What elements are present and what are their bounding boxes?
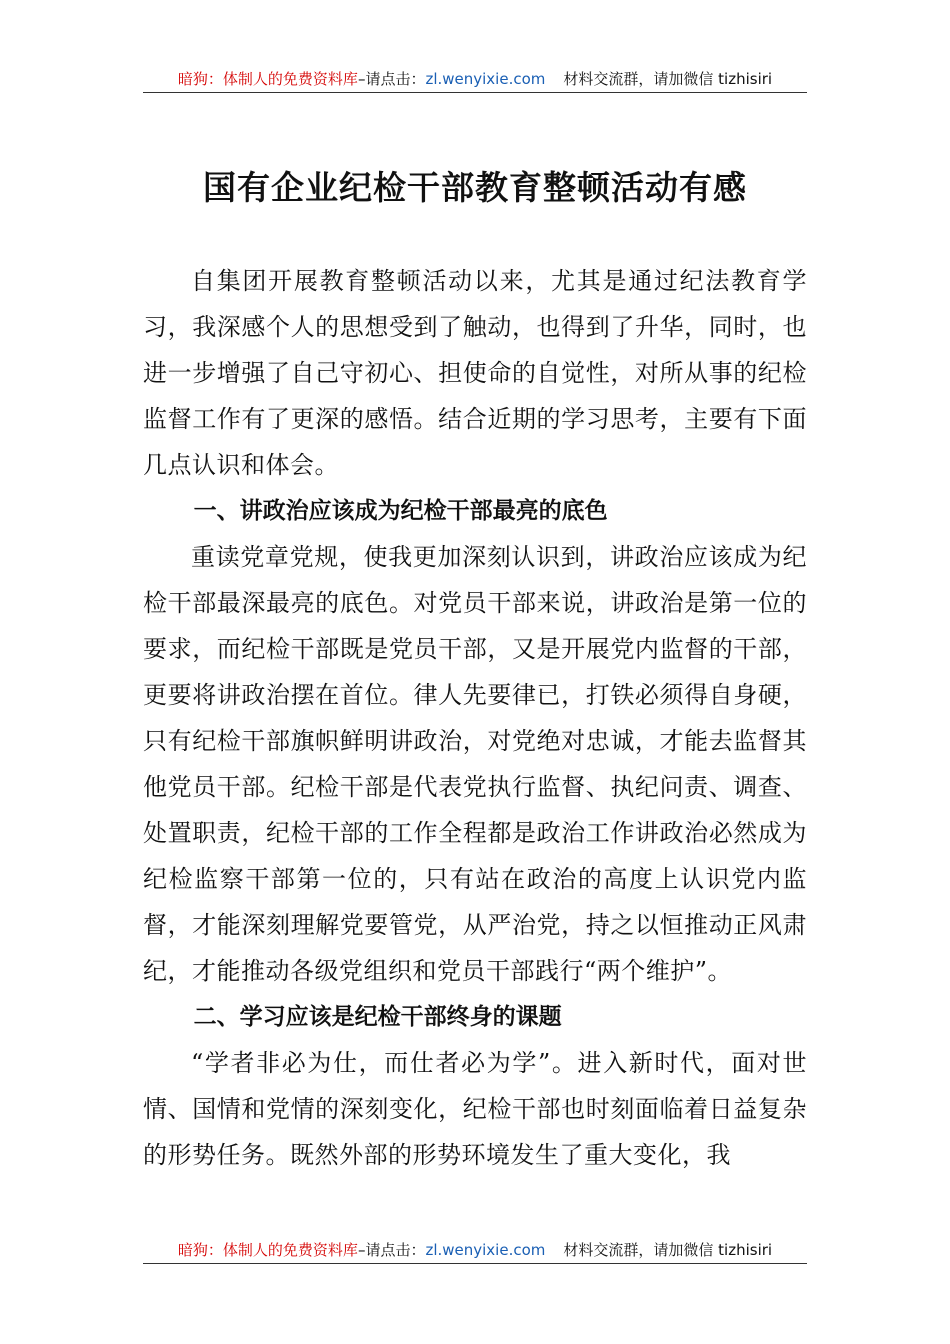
footer-link-label: –请点击： — [357, 1241, 426, 1259]
banner-link[interactable]: zl.wenyixie.com — [425, 70, 546, 88]
section-1-paragraph: 重读党章党规，使我更加深刻认识到，讲政治应该成为纪检干部最深最亮的底色。对党员干部来说，讲政治是第一位的要求，而纪检干部既是党员干部，又是开展党内监督的干部，更要将讲政治摆在首位。律人先要律已，打铁必须得自身硬，只有纪检干部旗帜鲜明讲政治，对党绝对忠诚，才能去监督其他党员干部。纪检干部是代表党执行监督、执纪问责、调查、处置职责，纪检干部的工作全程都是政治工作讲政治必然成为纪检监察干部第一位的，只有站在政治的高度上认识党内监督，才能深刻理解党要管党，从严治党，持之以恒推动正风肃纪，才能推动各级党组织和党员干部践行“两个维护”。 — [143, 543, 807, 985]
banner-brand: 暗狗：体制人的免费资料库 — [177, 70, 358, 88]
document-body — [143, 258, 807, 1178]
banner-link-label: –请点击： — [357, 70, 426, 88]
header-banner — [143, 66, 807, 93]
intro-paragraph: 自集团开展教育整顿活动以来，尤其是通过纪法教育学习，我深感个人的思想受到了触动，也得到了升华，同时，也进一步增强了自己守初心、担使命的自觉性，对所从事的纪检监督工作有了更深的感悟。结合近期的学习思考，主要有下面几点认识和体会。 — [143, 267, 807, 479]
footer-link[interactable]: zl.wenyixie.com — [425, 1241, 546, 1259]
document-title: 国有企业纪检干部教育整顿活动有感 — [203, 168, 747, 207]
footer-banner — [143, 1237, 807, 1264]
banner-wechat-note: 材料交流群，请加微信 tizhisiri — [563, 70, 773, 88]
section-1-heading: 一、讲政治应该成为纪检干部最亮的底色 — [193, 498, 608, 524]
footer-brand: 暗狗：体制人的免费资料库 — [177, 1241, 358, 1259]
section-2-paragraph: “学者非必为仕，而仕者必为学”。进入新时代，面对世情、国情和党情的深刻变化，纪检干部也时刻面临着日益复杂的形势任务。既然外部的形势环境发生了重大变化，我 — [143, 1049, 807, 1169]
footer-wechat-note: 材料交流群，请加微信 tizhisiri — [563, 1241, 773, 1259]
section-2-heading: 二、学习应该是纪检干部终身的课题 — [193, 1004, 562, 1030]
